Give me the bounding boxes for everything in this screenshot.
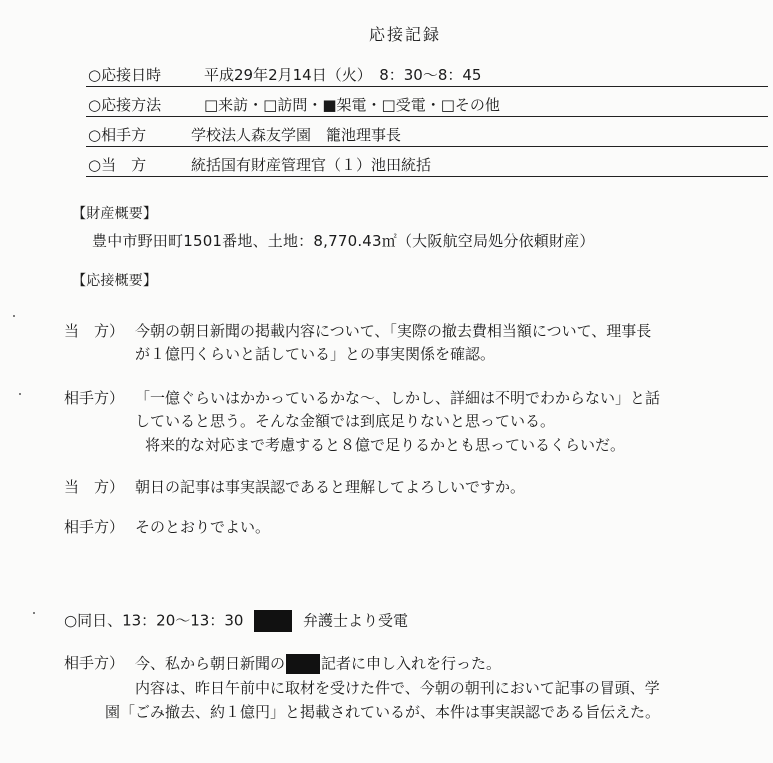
followup-prefix: ○同日、13：20～13：30 (64, 611, 244, 630)
method-value: □来訪・□訪問・■架電・□受電・□その他 (204, 96, 500, 114)
speaker-counterpart-1: 相手方） (64, 389, 125, 407)
date-value: 平成29年2月14日（火） 8：30～8：45 (204, 66, 482, 84)
scan-speck (33, 612, 35, 614)
exchange-2-line-1: 「一億ぐらいはかかっているかな～、しかし、詳細は不明でわからない」と話 (135, 389, 661, 407)
page-title: 応接記録 (369, 25, 442, 44)
exchange-3-line-1: 朝日の記事は事実誤認であると理解してよろしいですか。 (135, 478, 526, 496)
header-row-method (86, 92, 768, 117)
header-row-date (86, 62, 768, 87)
followup-heading (64, 610, 408, 632)
date-label: ○応接日時 (88, 66, 162, 84)
counterpart-label: ○相手方 (88, 126, 147, 144)
followup-line-1 (135, 654, 501, 674)
property-heading: 【財産概要】 (72, 206, 158, 222)
speaker-counterpart-3: 相手方） (64, 654, 125, 672)
speaker-our-side-2: 当 方） (64, 478, 125, 496)
summary-heading: 【応接概要】 (72, 273, 158, 289)
redaction-box-2 (286, 654, 320, 674)
speaker-our-side-1: 当 方） (64, 322, 125, 340)
method-label: ○応接方法 (88, 96, 162, 114)
scan-speck (13, 315, 15, 317)
header-row-our-side (86, 152, 768, 177)
exchange-4-line-1: そのとおりでよい。 (135, 518, 271, 536)
our-side-label: ○当 方 (88, 156, 147, 174)
followup-line-3: 園「ごみ撤去、約１億円」と掲載されているが、本件は事実誤認である旨伝えた。 (105, 703, 661, 721)
exchange-1-line-2: が１億円くらいと話している」との事実関係を確認。 (135, 345, 496, 363)
exchange-2-line-3: 将来的な対応まで考慮すると８億で足りるかとも思っているくらいだ。 (145, 436, 626, 454)
redaction-box-1 (254, 610, 292, 632)
followup-line-1-suffix: 記者に申し入れを行った。 (321, 654, 502, 673)
header-row-counterpart (86, 122, 768, 147)
scan-speck (19, 393, 21, 395)
speaker-counterpart-2: 相手方） (64, 518, 125, 536)
followup-line-1-prefix: 今、私から朝日新聞の (135, 654, 286, 673)
followup-suffix: 弁護士より受電 (303, 611, 409, 630)
followup-line-2: 内容は、昨日午前中に取材を受けた件で、今朝の朝刊において記事の冒頭、学 (135, 679, 660, 697)
our-side-value: 統括国有財産管理官（１）池田統括 (191, 156, 432, 174)
exchange-2-line-2: していると思う。そんな金額では到底足りないと思っている。 (135, 412, 556, 430)
property-text: 豊中市野田町1501番地、土地：8,770.43㎡（大阪航空局処分依頼財産） (92, 232, 595, 250)
exchange-1-line-1: 今朝の朝日新聞の掲載内容について、「実際の撤去費相当額について、理事長 (135, 322, 652, 340)
counterpart-value: 学校法人森友学園 籠池理事長 (191, 126, 402, 144)
